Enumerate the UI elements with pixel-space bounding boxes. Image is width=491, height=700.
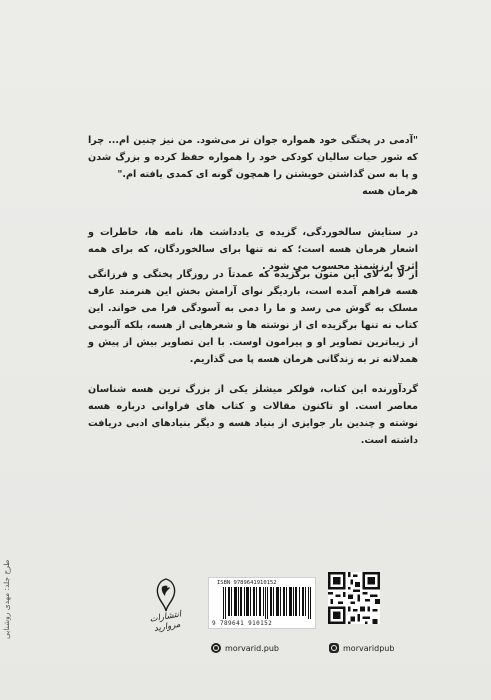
barcode-bars [223,587,311,619]
instagram-text: morvaridpub [343,643,395,653]
cover-design-credit: طرح جلد: مهدی روشنایی [2,560,11,640]
description-paragraph-3: گردآورنده این کتاب، فولکر میشلز یکی از بزرگ ترین هسه شناسان معاصر است. او تاکنون مقالات و کتاب های فراوانی درباره هسه نوشته و چندین بار جوایزی از بنیاد هسه و دیگر بنیادهای ادبی دریافت داشته است. [88,384,418,446]
bird-logo-icon [153,577,179,613]
website-text: morvarid.pub [225,643,279,653]
instagram-link[interactable] [329,643,394,653]
isbn-digits: 9 789641 910152 [212,620,273,627]
hesse-quote [88,132,418,200]
qr-code[interactable] [328,572,380,624]
quote-author: هرمان هسه [362,186,418,197]
description-paragraph-2: از لا به لای این متون برگزیده که عمدتاً در روزگار پختگی و فرزانگی هسه فراهم آمده است، باردیگر نوای آرامش بخش این هنرمند عارف مسلک به گوش می رسد و ما را دمی به آسودگی فرا می خواند. این کتاب نه تنها برگزیده ای از نوشته ها و شعرهایی از هسه، بلکه آلبومی از زیباترین تصاویر او و پیرامون اوست. با این تصاویر بیش از پیش و همدلانه تر به زندگانی هرمان هسه پا می گذاریم. [88,269,418,365]
quote-text: "آدمی در پختگی خود همواره جوان تر می‌شود. من نیز چنین ام... چرا که شور حیات سالیان کودکی خود را همواره حفظ کرده و بزرگ شدن و پا به سن گذاشتن خویشتن را همچون گونه ای کمدی یافته ام." [88,135,418,180]
website-link[interactable] [211,643,279,653]
instagram-icon [329,643,339,653]
isbn-barcode [208,577,316,629]
globe-icon [211,643,221,653]
isbn-label: ISBN 9789641910152 [217,580,277,586]
description-paragraph-1: در ستایش سالخوردگی، گزیده ی یادداشت ها، نامه ها، خاطرات و اشعار هرمان هسه است؛ که نه تنها برای سالخوردگان، که برای همه اثری ارزشمند محسوب می شود . [88,227,418,272]
publisher-name: انتشارات مروارید [148,609,183,635]
